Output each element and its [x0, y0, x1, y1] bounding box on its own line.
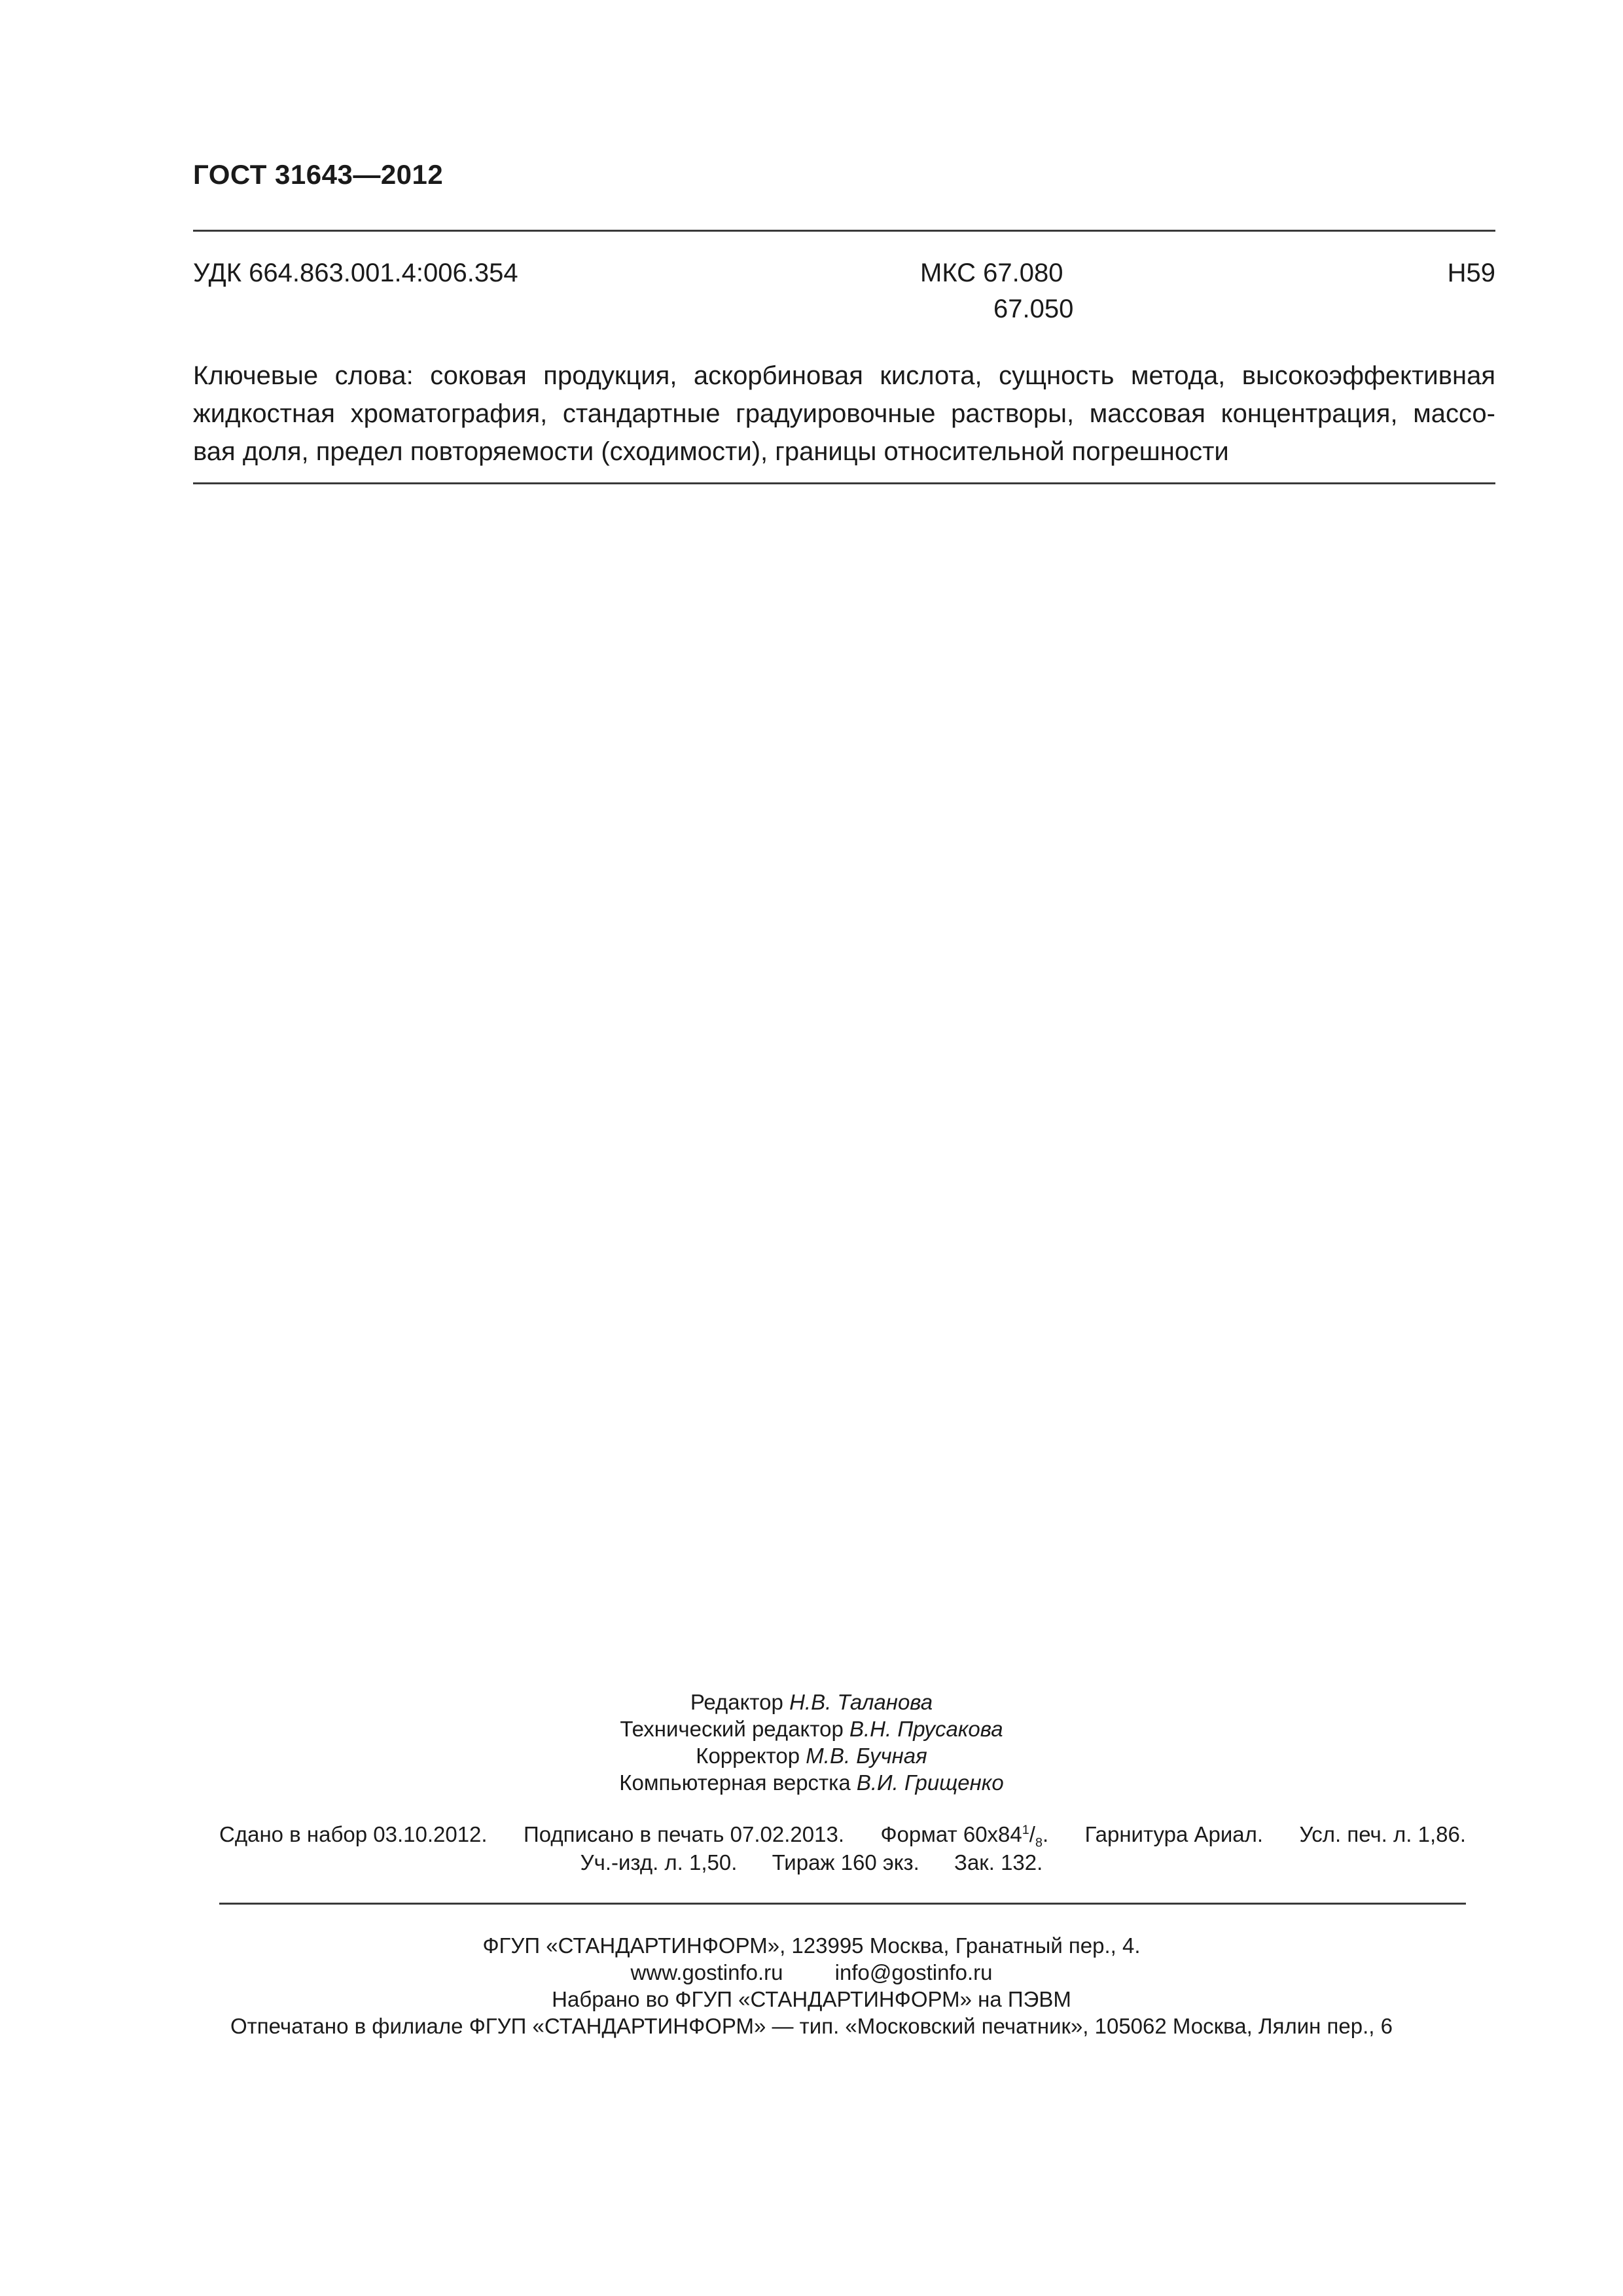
footer-block [0, 1932, 1623, 2039]
udk-code: УДК 664.863.001.4:006.354 [193, 259, 518, 287]
tech-editor-line [0, 1715, 1623, 1742]
keywords-line-2: жидкостная хроматография, стандартные градуировочные растворы, массовая концентрация, массо- [193, 399, 1495, 428]
order-number: Зак. 132. [954, 1850, 1043, 1874]
mks-code-second: 67.050 [993, 295, 1074, 323]
publishing-line-2 [0, 1850, 1623, 1875]
contacts-line [0, 1959, 1623, 1986]
format-slash: / [1029, 1822, 1035, 1846]
top-divider [193, 230, 1495, 232]
format-info [880, 1822, 1048, 1851]
keywords-line-3: вая доля, предел повторяемости (сходимости), границы относительной погрешности [193, 437, 1229, 466]
keywords-paragraph [193, 357, 1495, 471]
corrector-line [0, 1742, 1623, 1769]
signed-date: Подписано в печать 07.02.2013. [524, 1822, 844, 1846]
format-sub: 8 [1035, 1835, 1043, 1850]
editor-label: Редактор [690, 1690, 783, 1714]
footer-divider [219, 1903, 1466, 1905]
okstu-code: Н59 [1447, 259, 1495, 287]
submitted-date: Сдано в набор 03.10.2012. [219, 1822, 488, 1846]
layout-label: Компьютерная верстка [619, 1770, 851, 1795]
keywords-line-1: Ключевые слова: соковая продукция, аскорбиновая кислота, сущность метода, высокоэффективная [193, 361, 1495, 390]
printed-info: Отпечатано в филиале ФГУП «СТАНДАРТИНФОРМ» — тип. «Московский печатник», 105062 Москва, Лялин пер., 6 [230, 2014, 1393, 2038]
pub-sheets: Уч.-изд. л. 1,50. [580, 1850, 738, 1874]
print-sheets: Усл. печ. л. 1,86. [1299, 1822, 1466, 1846]
format-sup: 1 [1022, 1823, 1029, 1837]
layout-line [0, 1769, 1623, 1796]
circulation: Тираж 160 экз. [772, 1850, 919, 1874]
editor-line [0, 1689, 1623, 1715]
tech-editor-label: Технический редактор [620, 1717, 844, 1741]
corrector-name: М.В. Бучная [806, 1744, 927, 1768]
publishing-line-1 [219, 1822, 1466, 1851]
credits-block [0, 1689, 1623, 1796]
keywords-divider [193, 482, 1495, 484]
corrector-label: Корректор [696, 1744, 800, 1768]
email-link[interactable]: info@gostinfo.ru [834, 1960, 993, 1984]
layout-name: В.И. Грищенко [856, 1770, 1004, 1795]
format-end: . [1042, 1822, 1049, 1846]
editor-name: Н.В. Таланова [789, 1690, 933, 1714]
page-title: ГОСТ 31643—2012 [193, 159, 444, 190]
font-info: Гарнитура Ариал. [1084, 1822, 1264, 1846]
mks-code: МКС 67.080 [920, 259, 1063, 287]
publisher-address: ФГУП «СТАНДАРТИНФОРМ», 123995 Москва, Гранатный пер., 4. [482, 1933, 1141, 1958]
format-prefix: Формат 60x84 [880, 1822, 1022, 1846]
website-link[interactable]: www.gostinfo.ru [630, 1960, 783, 1984]
typeset-info: Набрано во ФГУП «СТАНДАРТИНФОРМ» на ПЭВМ [552, 1987, 1071, 2011]
tech-editor-name: В.Н. Прусакова [849, 1717, 1003, 1741]
